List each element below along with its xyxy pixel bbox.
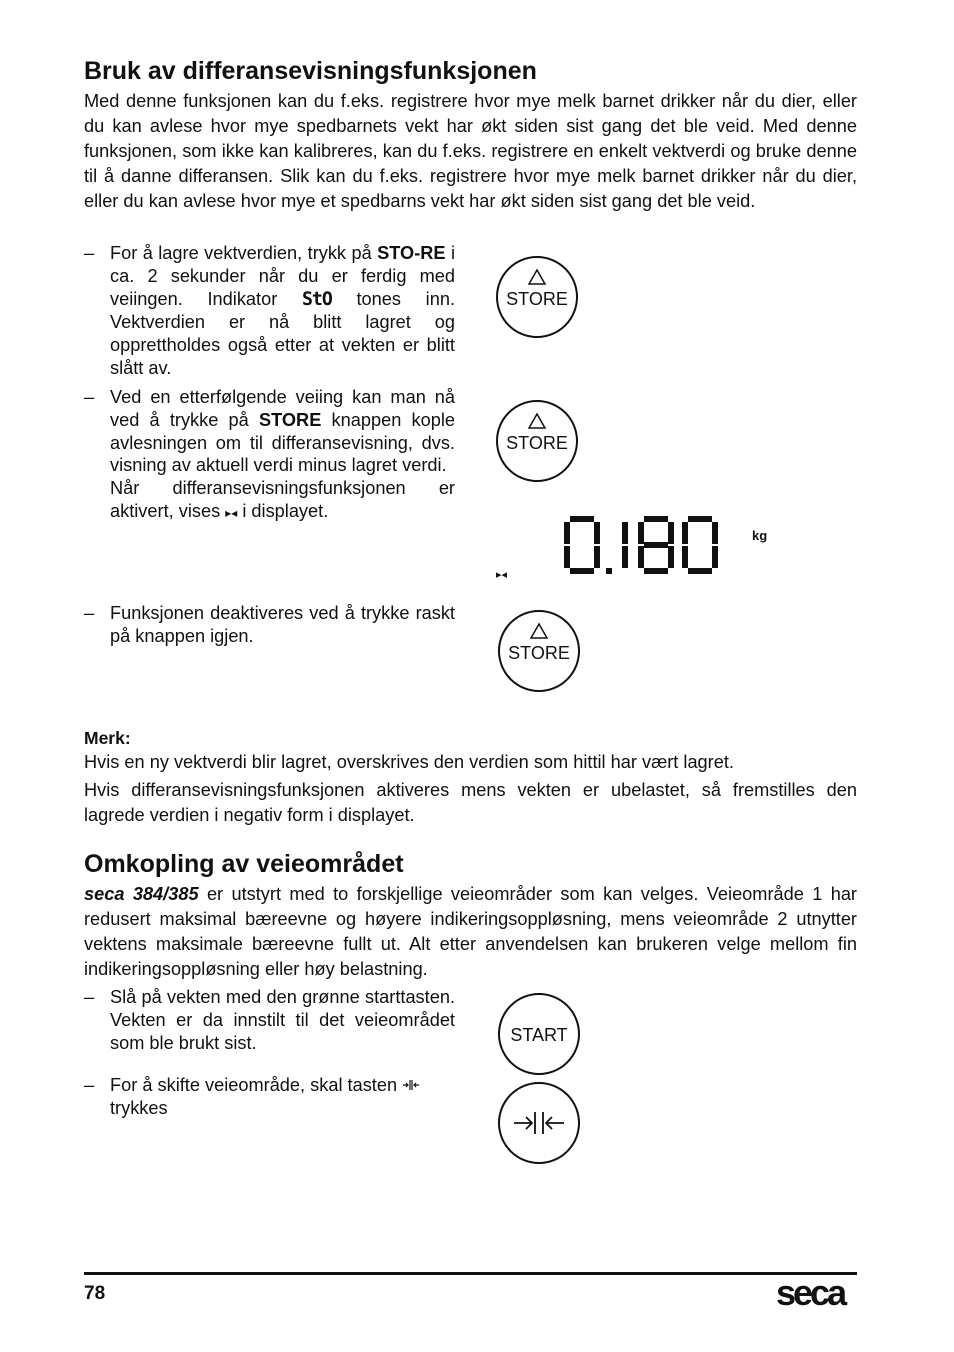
start-button[interactable]: [498, 993, 580, 1075]
seca-logo: seca: [776, 1272, 845, 1313]
store-keyword: STORE: [259, 409, 322, 430]
dash: –: [84, 603, 95, 623]
list-item: [84, 386, 455, 525]
store-label: STORE: [508, 643, 570, 663]
list-item: [84, 602, 455, 648]
list-item: [84, 242, 455, 380]
triangle-up-icon: [528, 412, 546, 430]
section-title: Bruk av differansevisningsfunksjonen: [84, 57, 537, 85]
bullet-text: Slå på vekten med den grønne starttasten. Vekten er da innstilt til det veieområdet som ble brukt sist.: [110, 987, 455, 1053]
store-keyword: STO-RE: [377, 243, 446, 263]
section-title: Omkopling av veieområdet: [84, 850, 404, 878]
dash: –: [84, 243, 95, 263]
scale-display: [496, 512, 786, 588]
diff-indicator: ▸◂: [496, 569, 508, 581]
start-label: START: [510, 1025, 568, 1045]
unit-label: kg: [752, 528, 768, 543]
bullet-text: Funksjonen deaktiveres ved å trykke raskt på knappen igjen.: [110, 603, 455, 646]
dash: –: [84, 1075, 95, 1095]
bullet-text: Når differansevisningsfunksjonen er aktivert, vises ▸◂ i displayet.: [110, 478, 455, 521]
range-switch-button[interactable]: [498, 1082, 580, 1164]
triangle-up-icon: [528, 268, 546, 286]
page-number: 78: [84, 1283, 106, 1304]
bullet-text: For å lagre vektverdien, trykk på STO-RE i ca. 2 sekunder når du er ferdig med veiingen. Indikator StO tones inn. Vektverdien er nå blitt lagret og opprettholdes også etter at vekten er blitt slått av.: [110, 243, 456, 378]
range-switch-icon: [402, 1078, 420, 1092]
model-name: seca 384/385: [84, 884, 199, 904]
sto-indicator: StO: [301, 288, 332, 310]
store-button[interactable]: [498, 610, 580, 692]
dash: –: [84, 987, 95, 1007]
intro-paragraph: seca 384/385 er utstyrt med to forskjellige veieområder som kan velges. Veieområde 1 har redusert maksimal bæreevne og høyere indikeringsoppløsning, mens veieområde 2 utnytter vektens maksimale bæreevne fullt ut. Alt etter anvendelsen kan brukeren velge mellom fin indikeringsoppløsning eller høy belastning.: [84, 884, 857, 979]
range-switch-icon: [512, 1108, 566, 1138]
digit: [564, 516, 600, 574]
digit: [638, 516, 674, 574]
note-paragraph: Hvis differansevisningsfunksjonen aktiveres mens vekten er ubelastet, så fremstilles den lagrede verdien i negativ form i displayet.: [84, 780, 857, 825]
list-item: [84, 986, 455, 1054]
dash: –: [84, 387, 95, 407]
bullet-text: For å skifte veieområde, skal tasten trykkes: [110, 1074, 455, 1120]
digit: [682, 516, 718, 574]
note-title: Merk:: [84, 728, 131, 748]
decimal-point: [606, 568, 612, 574]
store-label: STORE: [506, 289, 568, 309]
digit: [622, 522, 628, 568]
store-button[interactable]: [496, 400, 578, 482]
seven-segment-value: [564, 516, 754, 582]
footer-rule: [84, 1272, 857, 1275]
store-button[interactable]: [496, 256, 578, 338]
store-label: STORE: [506, 433, 568, 453]
triangle-up-icon: [530, 622, 548, 640]
intro-paragraph: Med denne funksjonen kan du f.eks. registrere hvor mye melk barnet drikker når du dier, eller du kan avlese hvor mye spedbarnets vekt har økt siden sist gang det ble veid. Med denne funksjonen, som ikke kan kalibreres, kan du f.eks. registrere en enkelt vektverdi og bruke denne til å danne differansen. Slik kan du f.eks. registrere hvor mye melk barnet drikker når du dier, eller du kan avlese hvor mye et spedbarns vekt har økt siden sist gang det ble veid.: [84, 91, 857, 211]
note-paragraph: Hvis en ny vektverdi blir lagret, overskrives den verdien som hittil har vært lagret.: [84, 752, 734, 772]
list-item: [84, 1074, 455, 1120]
diff-symbol: ▸◂: [225, 505, 238, 520]
bullet-text: Ved en etterfølgende veiing kan man nå ved å trykke på STORE knappen kople avlesningen om til differansevisning, dvs. visning av aktuell verdi minus lagret verdi.: [110, 387, 455, 476]
